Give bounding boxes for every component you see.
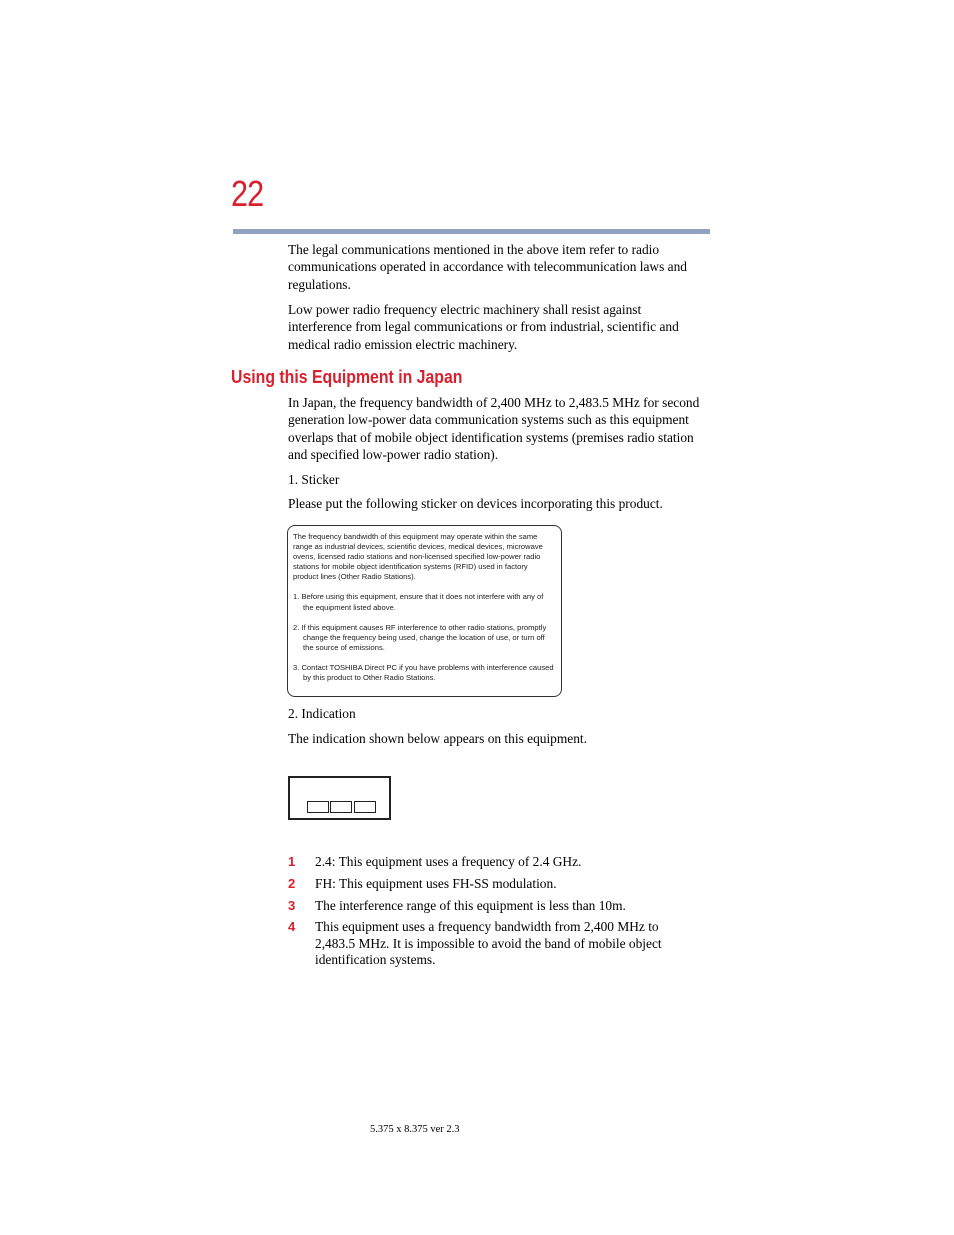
intro-paragraph-2: Low power radio frequency electric machinery shall resist against interference from legal communications or from industrial, scientific and medical radio emission electric machinery.: [288, 302, 679, 352]
sticker-intro: The frequency bandwidth of this equipment may operate within the same range as industrial devices, scientific devices, medical devices, microwave ovens, licensed radio stations and non-licensed specified low-power radio stations for mobile object identification systems (RFID) used in factory product lines (Other Radio Stations).: [293, 532, 543, 582]
list-text: The interference range of this equipment is less than 10m.: [315, 898, 626, 913]
indication-cell: [307, 801, 329, 813]
sticker-item: 2. If this equipment causes RF interference to other radio stations, promptly change the frequency being used, change the location of use, or turn off the source of emissions.: [293, 622, 547, 652]
page-footer: 5.375 x 8.375 ver 2.3: [370, 1124, 460, 1135]
sticker-item: 3. Contact TOSHIBA Direct PC if you have problems with interference caused by this product to Other Radio Stations.: [293, 662, 554, 683]
indication-cell: [354, 801, 376, 813]
section-heading: Using this Equipment in Japan: [231, 367, 463, 387]
indication-cell: [330, 801, 352, 813]
sticker-box: [287, 525, 562, 697]
intro-paragraph-1: The legal communications mentioned in the above item refer to radio communications operated in accordance with telecommunication laws and regulations.: [288, 242, 687, 292]
sticker-item: 1. Before using this equipment, ensure that it does not interfere with any of the equipment listed above.: [293, 592, 544, 612]
list-text: 2.4: This equipment uses a frequency of 2.4 GHz.: [315, 854, 582, 869]
list-text: This equipment uses a frequency bandwidth from 2,400 MHz to 2,483.5 MHz. It is impossible to avoid the band of mobile object identification systems.: [315, 919, 662, 967]
sticker-label: 1. Sticker: [288, 472, 340, 487]
section-body: In Japan, the frequency bandwidth of 2,400 MHz to 2,483.5 MHz for second generation low-power data communication systems such as this equipment overlaps that of mobile object identification systems (premises radio station and specified low-power radio station).: [288, 395, 700, 462]
header-rule: [233, 229, 710, 234]
sticker-instruction: Please put the following sticker on devices incorporating this product.: [288, 496, 663, 511]
list-number: 4: [288, 919, 296, 934]
indication-label: 2. Indication: [288, 706, 356, 721]
indication-text: The indication shown below appears on this equipment.: [288, 731, 587, 746]
list-number: 3: [288, 898, 296, 913]
list-number: 2: [288, 876, 296, 891]
list-text: FH: This equipment uses FH-SS modulation.: [315, 876, 557, 891]
list-number: 1: [288, 854, 296, 869]
indication-mark: [288, 776, 391, 820]
page-number: 22: [231, 173, 264, 214]
